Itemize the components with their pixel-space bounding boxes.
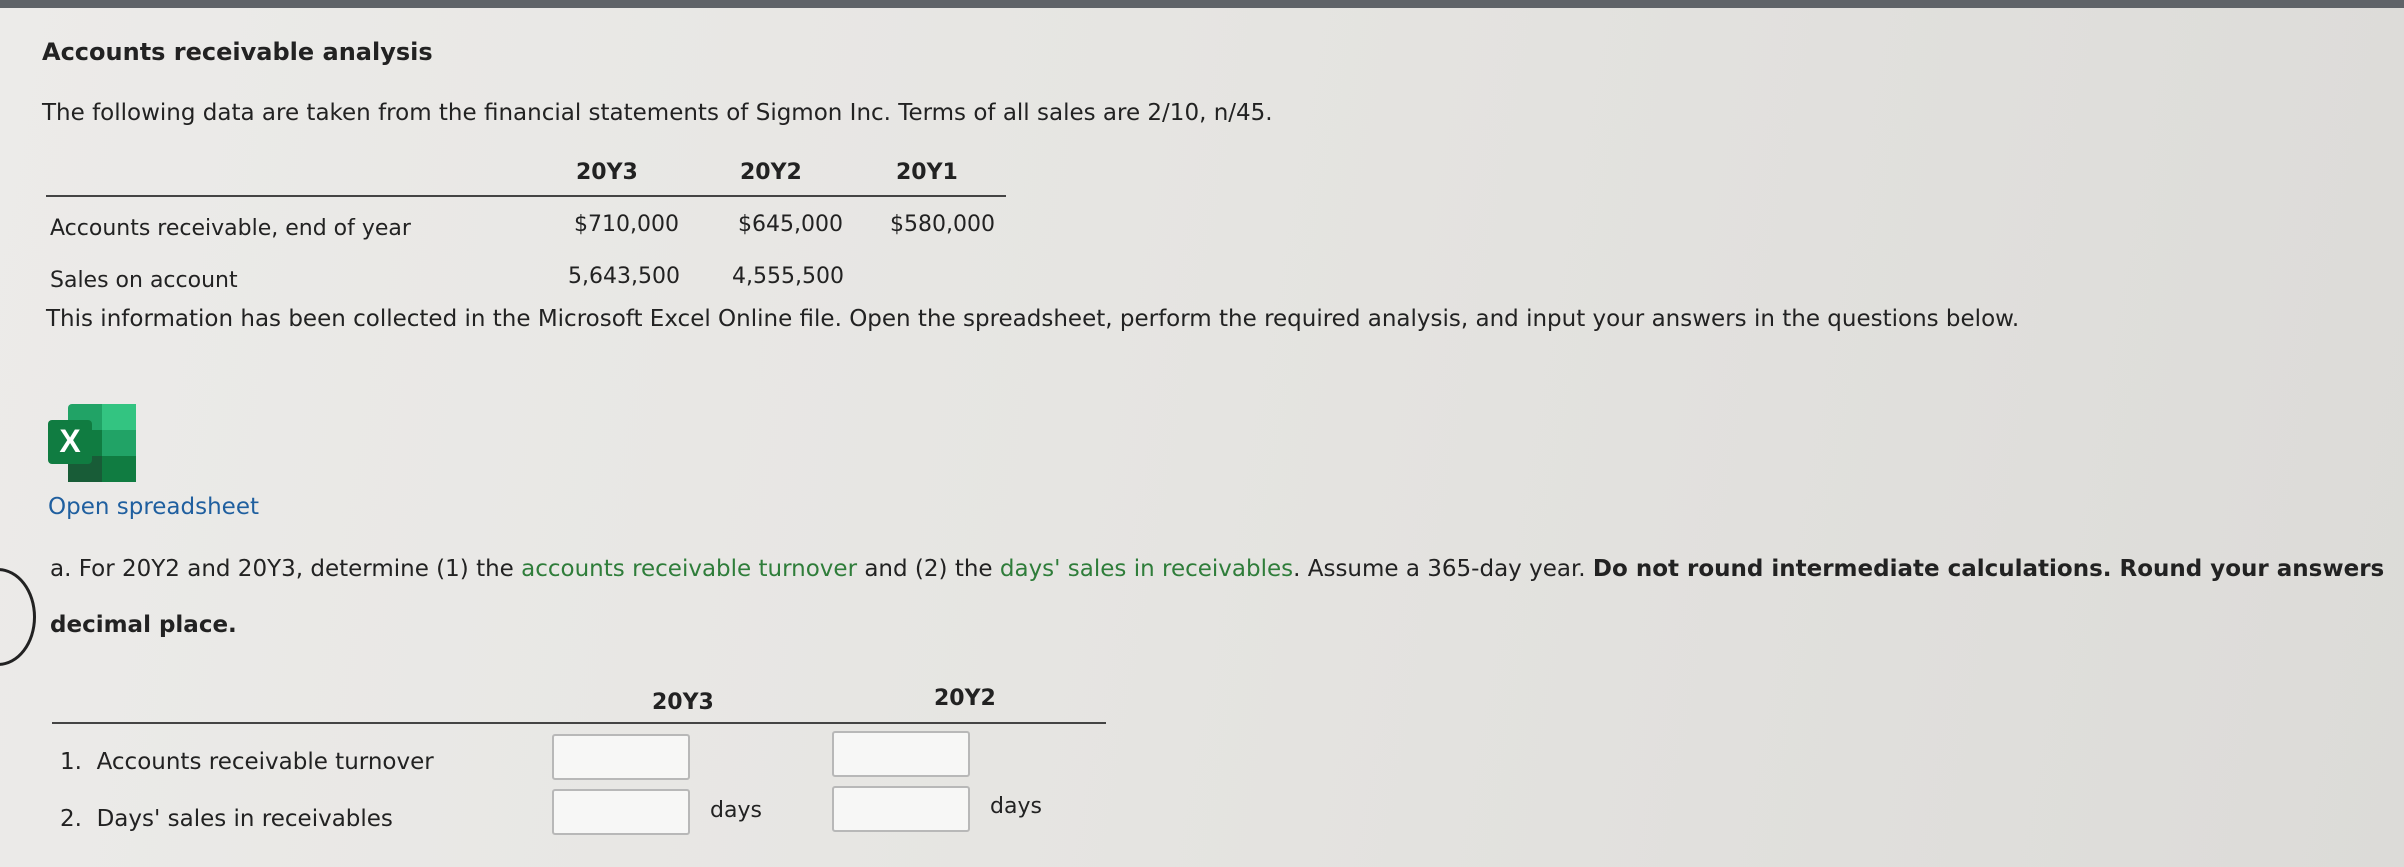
answer-row-label-days-sales [60, 806, 393, 832]
question-a-prefix: a. For 20Y2 and 20Y3, determine (1) the [50, 556, 522, 582]
excel-icon[interactable] [46, 402, 138, 484]
answer-header-20y2: 20Y2 [934, 686, 996, 711]
turnover-20y2-input[interactable] [832, 731, 970, 777]
answer-header-20y3: 20Y3 [652, 690, 714, 715]
excel-icon-letter: X [59, 423, 81, 459]
term-days-sales-in-receivables[interactable]: days' sales in receivables [999, 556, 1294, 582]
question-a-text [50, 556, 2384, 582]
page-title: Accounts receivable analysis [42, 38, 433, 66]
question-a-mid: and (2) the [857, 556, 1000, 582]
cell-sales-20y3: 5,643,500 [568, 264, 680, 289]
row-label: Days' sales in receivables [96, 806, 393, 832]
column-header-20y3: 20Y3 [576, 160, 638, 185]
row-number: 1. [60, 749, 82, 775]
browser-top-bar [0, 0, 2404, 8]
question-a-line2: decimal place. [50, 612, 237, 638]
answer-table-rule [52, 722, 1106, 724]
column-header-20y1: 20Y1 [896, 160, 958, 185]
column-header-20y2: 20Y2 [740, 160, 802, 185]
question-circle-marker [0, 568, 36, 666]
row-label: Accounts receivable turnover [96, 749, 434, 775]
question-a-after: . Assume a 365-day year. [1293, 556, 1593, 582]
row-number: 2. [60, 806, 82, 832]
intro-text: The following data are taken from the financial statements of Sigmon Inc. Terms of all sales are 2/10, n/45. [42, 100, 1273, 126]
table-header-rule [46, 195, 1006, 197]
days-unit-20y3: days [710, 798, 762, 823]
days-sales-20y2-input[interactable] [832, 786, 970, 832]
cell-ar-20y1: $580,000 [890, 212, 995, 237]
instructions-text: This information has been collected in the Microsoft Excel Online file. Open the spreadsheet, perform the required analysis, and input your answers in the questions below. [46, 306, 2020, 332]
row-label-accounts-receivable: Accounts receivable, end of year [50, 216, 411, 241]
question-a-rounding-instruction: Do not round intermediate calculations. Round your answers [1592, 556, 2385, 582]
cell-ar-20y2: $645,000 [738, 212, 843, 237]
days-unit-20y2: days [990, 794, 1042, 819]
open-spreadsheet-link[interactable]: Open spreadsheet [48, 494, 259, 520]
cell-sales-20y2: 4,555,500 [732, 264, 844, 289]
cell-ar-20y3: $710,000 [574, 212, 679, 237]
days-sales-20y3-input[interactable] [552, 789, 690, 835]
turnover-20y3-input[interactable] [552, 734, 690, 780]
row-label-sales-on-account: Sales on account [50, 268, 238, 293]
answer-row-label-turnover [60, 749, 434, 775]
term-accounts-receivable-turnover[interactable]: accounts receivable turnover [521, 556, 858, 582]
